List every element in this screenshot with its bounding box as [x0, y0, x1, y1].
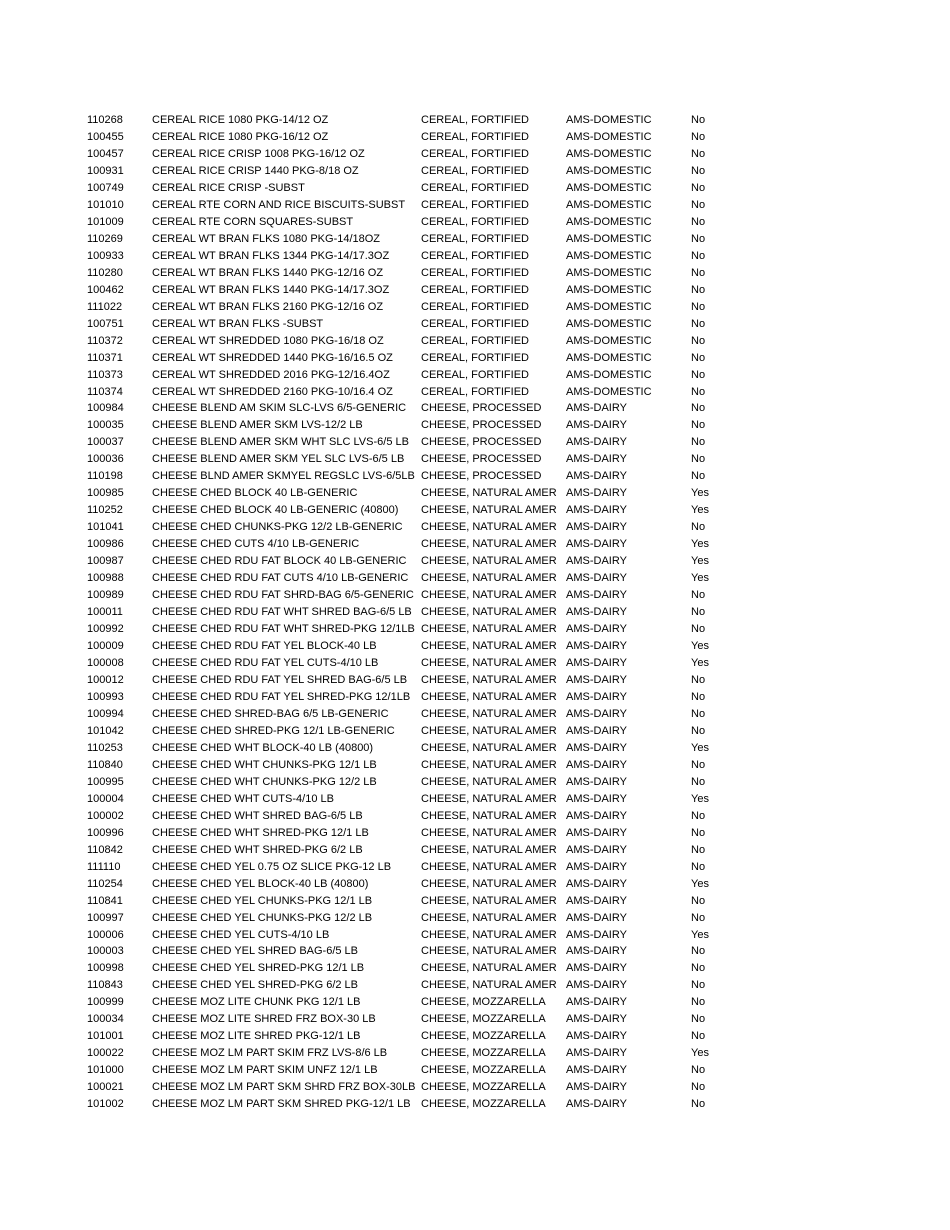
material-code: 100022: [87, 1047, 124, 1060]
availability-flag: No: [691, 249, 706, 262]
availability-flag: Yes: [691, 538, 709, 551]
availability-flag: No: [691, 894, 706, 907]
purchasing-agency: AMS-DOMESTIC: [566, 283, 652, 296]
purchasing-agency: AMS-DOMESTIC: [566, 147, 652, 160]
material-code: 100999: [87, 996, 124, 1009]
availability-flag: Yes: [691, 640, 709, 653]
commodity-category: CHEESE, NATURAL AMER: [421, 928, 557, 941]
availability-flag: No: [691, 843, 706, 856]
material-code: 100931: [87, 164, 124, 177]
commodity-category: CHEESE, NATURAL AMER: [421, 589, 557, 602]
availability-flag: No: [691, 198, 706, 211]
commodity-category: CHEESE, MOZZARELLA: [421, 996, 546, 1009]
purchasing-agency: AMS-DAIRY: [566, 809, 627, 822]
material-code: 100986: [87, 538, 124, 551]
material-description: CHEESE MOZ LITE SHRED FRZ BOX-30 LB: [152, 1013, 376, 1026]
commodity-category: CEREAL, FORTIFIED: [421, 334, 529, 347]
commodity-category: CHEESE, NATURAL AMER: [421, 741, 557, 754]
purchasing-agency: AMS-DAIRY: [566, 724, 627, 737]
material-description: CHEESE CHED CHUNKS-PKG 12/2 LB-GENERIC: [152, 521, 403, 534]
commodity-category: CHEESE, NATURAL AMER: [421, 640, 557, 653]
availability-flag: No: [691, 1064, 706, 1077]
material-description: CEREAL WT SHREDDED 2160 PKG-10/16.4 OZ: [152, 385, 393, 398]
purchasing-agency: AMS-DAIRY: [566, 826, 627, 839]
material-description: CEREAL RICE CRISP 1008 PKG-16/12 OZ: [152, 147, 365, 160]
material-code: 100998: [87, 962, 124, 975]
commodity-category: CHEESE, NATURAL AMER: [421, 758, 557, 771]
material-code: 100011: [87, 606, 123, 619]
availability-flag: No: [691, 758, 706, 771]
availability-flag: Yes: [691, 657, 709, 669]
material-code: 100995: [87, 775, 124, 788]
purchasing-agency: AMS-DOMESTIC: [566, 232, 652, 245]
purchasing-agency: AMS-DOMESTIC: [566, 351, 652, 364]
material-code: 100984: [87, 402, 124, 415]
purchasing-agency: AMS-DAIRY: [566, 673, 627, 686]
material-code: 100457: [87, 147, 124, 160]
commodity-category: CEREAL, FORTIFIED: [421, 164, 529, 177]
availability-flag: Yes: [691, 928, 709, 941]
material-code: 110374: [87, 385, 123, 398]
commodity-category: CHEESE, NATURAL AMER: [421, 945, 557, 958]
availability-flag: No: [691, 470, 706, 483]
purchasing-agency: AMS-DAIRY: [566, 996, 627, 1009]
material-description: CHEESE MOZ LITE SHRED PKG-12/1 LB: [152, 1030, 361, 1043]
commodity-category: CEREAL, FORTIFIED: [421, 181, 529, 194]
material-code: 100985: [87, 487, 124, 500]
commodity-category: CHEESE, MOZZARELLA: [421, 1047, 546, 1060]
commodity-category: CHEESE, PROCESSED: [421, 436, 542, 449]
purchasing-agency: AMS-DOMESTIC: [566, 130, 652, 143]
availability-flag: No: [691, 962, 706, 975]
purchasing-agency: AMS-DAIRY: [566, 690, 627, 703]
material-code: 111110: [87, 860, 121, 873]
purchasing-agency: AMS-DAIRY: [566, 775, 627, 788]
commodity-category: CEREAL, FORTIFIED: [421, 147, 529, 160]
purchasing-agency: AMS-DAIRY: [566, 962, 627, 975]
availability-flag: No: [691, 266, 706, 279]
availability-flag: No: [691, 996, 706, 1009]
material-code: 100462: [87, 283, 124, 296]
availability-flag: No: [691, 673, 706, 686]
material-code: 100021: [87, 1081, 124, 1094]
material-description: CHEESE BLEND AMER SKM YEL SLC LVS-6/5 LB: [152, 453, 405, 466]
availability-flag: No: [691, 826, 706, 839]
availability-flag: Yes: [691, 1047, 709, 1060]
commodity-category: CEREAL, FORTIFIED: [421, 215, 529, 228]
availability-flag: No: [691, 911, 706, 924]
purchasing-agency: AMS-DOMESTIC: [566, 385, 652, 398]
commodity-category: CHEESE, NATURAL AMER: [421, 572, 557, 585]
material-description: CEREAL WT BRAN FLKS 1440 PKG-12/16 OZ: [152, 266, 384, 279]
material-description: CEREAL WT BRAN FLKS 1080 PKG-14/18OZ: [152, 232, 381, 245]
availability-flag: No: [691, 1013, 706, 1026]
material-description: CHEESE CHED YEL CHUNKS-PKG 12/2 LB: [152, 911, 373, 924]
commodity-category: CHEESE, MOZZARELLA: [421, 1064, 546, 1077]
commodity-category: CEREAL, FORTIFIED: [421, 317, 529, 330]
material-description: CHEESE CHED RDU FAT YEL SHRED BAG-6/5 LB: [152, 673, 408, 686]
material-description: CHEESE CHED RDU FAT YEL CUTS-4/10 LB: [152, 657, 379, 669]
availability-flag: No: [691, 724, 706, 737]
material-description: CEREAL RTE CORN AND RICE BISCUITS-SUBST: [152, 198, 406, 211]
commodity-category: CHEESE, NATURAL AMER: [421, 657, 557, 669]
material-description: CHEESE CHED RDU FAT CUTS 4/10 LB-GENERIC: [152, 572, 409, 585]
availability-flag: No: [691, 1098, 706, 1111]
material-code: 110252: [87, 504, 123, 517]
availability-flag: No: [691, 164, 706, 177]
availability-flag: Yes: [691, 741, 709, 754]
availability-flag: No: [691, 215, 706, 228]
material-description: CHEESE CHED WHT CHUNKS-PKG 12/1 LB: [152, 758, 377, 771]
commodity-category: CHEESE, NATURAL AMER: [421, 521, 557, 534]
material-code: 111022: [87, 300, 123, 313]
material-description: CEREAL RICE CRISP -SUBST: [152, 181, 305, 194]
availability-flag: No: [691, 351, 706, 364]
material-description: CEREAL RICE 1080 PKG-16/12 OZ: [152, 130, 329, 143]
commodity-category: CHEESE, NATURAL AMER: [421, 690, 557, 703]
material-code: 101002: [87, 1098, 124, 1111]
purchasing-agency: AMS-DAIRY: [566, 945, 627, 958]
purchasing-agency: AMS-DAIRY: [566, 758, 627, 771]
purchasing-agency: AMS-DOMESTIC: [566, 368, 652, 381]
availability-flag: No: [691, 147, 706, 160]
material-code: 100012: [87, 673, 124, 686]
availability-flag: No: [691, 368, 706, 381]
commodity-category: CHEESE, MOZZARELLA: [421, 1013, 546, 1026]
availability-flag: No: [691, 300, 706, 313]
material-code: 100006: [87, 928, 124, 941]
purchasing-agency: AMS-DAIRY: [566, 606, 627, 619]
material-description: CHEESE CHED WHT SHRED BAG-6/5 LB: [152, 809, 363, 822]
material-code: 100989: [87, 589, 124, 602]
purchasing-agency: AMS-DAIRY: [566, 792, 627, 805]
purchasing-agency: AMS-DOMESTIC: [566, 317, 652, 330]
commodity-category: CEREAL, FORTIFIED: [421, 266, 529, 279]
purchasing-agency: AMS-DAIRY: [566, 504, 627, 517]
commodity-category: CEREAL, FORTIFIED: [421, 249, 529, 262]
material-code: 100009: [87, 640, 124, 653]
commodity-category: CEREAL, FORTIFIED: [421, 114, 529, 126]
purchasing-agency: AMS-DOMESTIC: [566, 164, 652, 177]
material-code: 110198: [87, 470, 123, 483]
material-description: CHEESE CHED BLOCK 40 LB-GENERIC: [152, 487, 358, 500]
material-description: CHEESE CHED SHRED-PKG 12/1 LB-GENERIC: [152, 724, 395, 737]
commodity-category: CHEESE, PROCESSED: [421, 453, 542, 466]
purchasing-agency: AMS-DAIRY: [566, 419, 627, 432]
commodity-category: CHEESE, NATURAL AMER: [421, 843, 557, 856]
material-description: CHEESE CHED YEL SHRED-PKG 6/2 LB: [152, 979, 359, 992]
material-description: CHEESE BLEND AMER SKM LVS-12/2 LB: [152, 419, 363, 432]
purchasing-agency: AMS-DAIRY: [566, 470, 627, 483]
purchasing-agency: AMS-DAIRY: [566, 657, 627, 669]
material-code: 110371: [87, 351, 123, 364]
material-description: CHEESE CHED BLOCK 40 LB-GENERIC (40800): [152, 504, 399, 517]
purchasing-agency: AMS-DAIRY: [566, 1081, 627, 1094]
material-description: CHEESE CHED WHT CUTS-4/10 LB: [152, 792, 334, 805]
material-description: CHEESE CHED YEL CUTS-4/10 LB: [152, 928, 330, 941]
material-code: 110842: [87, 843, 123, 856]
material-code: 100997: [87, 911, 124, 924]
material-code: 110843: [87, 979, 123, 992]
material-description: CEREAL RTE CORN SQUARES-SUBST: [152, 215, 354, 228]
commodity-category: CHEESE, MOZZARELLA: [421, 1081, 546, 1094]
material-code: 110841: [87, 894, 123, 907]
purchasing-agency: AMS-DAIRY: [566, 436, 627, 449]
material-code: 101009: [87, 215, 124, 228]
material-code: 100002: [87, 809, 124, 822]
availability-flag: No: [691, 521, 706, 534]
commodity-category: CHEESE, NATURAL AMER: [421, 504, 557, 517]
purchasing-agency: AMS-DOMESTIC: [566, 181, 652, 194]
purchasing-agency: AMS-DOMESTIC: [566, 300, 652, 313]
purchasing-agency: AMS-DOMESTIC: [566, 114, 652, 126]
purchasing-agency: AMS-DAIRY: [566, 572, 627, 585]
purchasing-agency: AMS-DAIRY: [566, 521, 627, 534]
purchasing-agency: AMS-DAIRY: [566, 894, 627, 907]
purchasing-agency: AMS-DAIRY: [566, 860, 627, 873]
commodity-category: CHEESE, NATURAL AMER: [421, 487, 557, 500]
availability-flag: Yes: [691, 572, 709, 585]
purchasing-agency: AMS-DAIRY: [566, 555, 627, 568]
material-description: CHEESE CHED YEL BLOCK-40 LB (40800): [152, 877, 369, 890]
material-code: 100933: [87, 249, 124, 262]
material-description: CHEESE CHED SHRED-BAG 6/5 LB-GENERIC: [152, 707, 389, 720]
availability-flag: Yes: [691, 504, 709, 517]
material-code: 110254: [87, 877, 123, 890]
availability-flag: No: [691, 945, 706, 958]
material-description: CHEESE CHED CUTS 4/10 LB-GENERIC: [152, 538, 360, 551]
purchasing-agency: AMS-DAIRY: [566, 453, 627, 466]
purchasing-agency: AMS-DAIRY: [566, 843, 627, 856]
purchasing-agency: AMS-DAIRY: [566, 707, 627, 720]
material-code: 100036: [87, 453, 124, 466]
commodity-category: CHEESE, PROCESSED: [421, 402, 542, 415]
commodity-category: CHEESE, NATURAL AMER: [421, 979, 557, 992]
material-code: 100455: [87, 130, 124, 143]
purchasing-agency: AMS-DAIRY: [566, 589, 627, 602]
material-description: CHEESE CHED RDU FAT YEL SHRED-PKG 12/1LB: [152, 690, 411, 703]
commodity-category: CHEESE, MOZZARELLA: [421, 1098, 546, 1111]
availability-flag: No: [691, 860, 706, 873]
commodity-category: CHEESE, NATURAL AMER: [421, 555, 557, 568]
material-description: CEREAL WT BRAN FLKS -SUBST: [152, 317, 324, 330]
material-description: CEREAL WT SHREDDED 1440 PKG-16/16.5 OZ: [152, 351, 393, 364]
commodity-category: CHEESE, NATURAL AMER: [421, 826, 557, 839]
purchasing-agency: AMS-DOMESTIC: [566, 334, 652, 347]
material-description: CHEESE CHED RDU FAT WHT SHRED-PKG 12/1LB: [152, 623, 415, 636]
commodity-category: CHEESE, NATURAL AMER: [421, 860, 557, 873]
availability-flag: No: [691, 114, 706, 126]
availability-flag: No: [691, 690, 706, 703]
purchasing-agency: AMS-DAIRY: [566, 640, 627, 653]
material-description: CHEESE CHED WHT BLOCK-40 LB (40800): [152, 741, 374, 754]
availability-flag: No: [691, 606, 706, 619]
material-code: 110372: [87, 334, 123, 347]
availability-flag: No: [691, 317, 706, 330]
material-description: CHEESE MOZ LM PART SKM SHRED PKG-12/1 LB: [152, 1098, 411, 1111]
material-description: CHEESE CHED WHT SHRED-PKG 12/1 LB: [152, 826, 369, 839]
material-code: 101001: [87, 1030, 124, 1043]
availability-flag: No: [691, 809, 706, 822]
material-code: 101000: [87, 1064, 124, 1077]
commodity-category: CEREAL, FORTIFIED: [421, 198, 529, 211]
material-description: CHEESE CHED RDU FAT WHT SHRED BAG-6/5 LB: [152, 606, 412, 619]
availability-flag: No: [691, 334, 706, 347]
commodity-category: CHEESE, NATURAL AMER: [421, 623, 557, 636]
availability-flag: No: [691, 419, 706, 432]
material-description: CHEESE BLEND AM SKIM SLC-LVS 6/5-GENERIC: [152, 402, 407, 415]
material-description: CEREAL WT BRAN FLKS 1440 PKG-14/17.3OZ: [152, 283, 390, 296]
availability-flag: No: [691, 1030, 706, 1043]
material-description: CHEESE BLEND AMER SKM WHT SLC LVS-6/5 LB: [152, 436, 409, 449]
material-description: CHEESE CHED WHT SHRED-PKG 6/2 LB: [152, 843, 363, 856]
availability-flag: No: [691, 979, 706, 992]
commodity-category: CEREAL, FORTIFIED: [421, 385, 529, 398]
material-code: 100003: [87, 945, 124, 958]
availability-flag: No: [691, 436, 706, 449]
commodity-category: CHEESE, PROCESSED: [421, 470, 542, 483]
material-description: CEREAL WT BRAN FLKS 1344 PKG-14/17.3OZ: [152, 249, 390, 262]
commodity-category: CEREAL, FORTIFIED: [421, 368, 529, 381]
material-code: 110268: [87, 114, 123, 126]
commodity-category: CHEESE, NATURAL AMER: [421, 792, 557, 805]
material-code: 101042: [87, 724, 124, 737]
material-description: CEREAL RICE CRISP 1440 PKG-8/18 OZ: [152, 164, 359, 177]
availability-flag: No: [691, 453, 706, 466]
availability-flag: No: [691, 589, 706, 602]
purchasing-agency: AMS-DAIRY: [566, 979, 627, 992]
material-description: CEREAL WT SHREDDED 1080 PKG-16/18 OZ: [152, 334, 384, 347]
material-code: 100988: [87, 572, 124, 585]
availability-flag: Yes: [691, 792, 709, 805]
material-description: CHEESE MOZ LM PART SKM SHRD FRZ BOX-30LB: [152, 1081, 416, 1094]
material-description: CHEESE CHED RDU FAT SHRD-BAG 6/5-GENERIC: [152, 589, 414, 602]
material-code: 100994: [87, 707, 124, 720]
purchasing-agency: AMS-DAIRY: [566, 1013, 627, 1026]
material-description: CEREAL WT BRAN FLKS 2160 PKG-12/16 OZ: [152, 300, 384, 313]
commodity-category: CHEESE, NATURAL AMER: [421, 724, 557, 737]
material-code: 100992: [87, 623, 124, 636]
material-code: 100996: [87, 826, 124, 839]
commodity-category: CEREAL, FORTIFIED: [421, 351, 529, 364]
material-code: 110373: [87, 368, 123, 381]
availability-flag: No: [691, 181, 706, 194]
material-code: 100037: [87, 436, 124, 449]
commodity-category: CHEESE, NATURAL AMER: [421, 809, 557, 822]
material-code: 110253: [87, 741, 123, 754]
availability-flag: No: [691, 385, 706, 398]
availability-flag: No: [691, 623, 706, 636]
commodity-category: CHEESE, NATURAL AMER: [421, 877, 557, 890]
purchasing-agency: AMS-DAIRY: [566, 877, 627, 890]
availability-flag: Yes: [691, 487, 709, 500]
material-code: 100751: [87, 317, 124, 330]
material-description: CEREAL RICE 1080 PKG-14/12 OZ: [152, 114, 329, 126]
material-code: 100008: [87, 657, 124, 669]
material-code: 101041: [87, 521, 124, 534]
purchasing-agency: AMS-DAIRY: [566, 928, 627, 941]
material-code: 100035: [87, 419, 124, 432]
commodity-category: CEREAL, FORTIFIED: [421, 300, 529, 313]
purchasing-agency: AMS-DAIRY: [566, 741, 627, 754]
commodity-category: CHEESE, NATURAL AMER: [421, 673, 557, 686]
material-description: CHEESE CHED WHT CHUNKS-PKG 12/2 LB: [152, 775, 377, 788]
purchasing-agency: AMS-DOMESTIC: [566, 266, 652, 279]
availability-flag: No: [691, 232, 706, 245]
material-description: CHEESE CHED YEL SHRED-PKG 12/1 LB: [152, 962, 365, 975]
commodity-category: CHEESE, NATURAL AMER: [421, 538, 557, 551]
availability-flag: No: [691, 283, 706, 296]
availability-flag: No: [691, 402, 706, 415]
commodity-category: CHEESE, NATURAL AMER: [421, 775, 557, 788]
purchasing-agency: AMS-DAIRY: [566, 1064, 627, 1077]
material-code: 100749: [87, 181, 124, 194]
purchasing-agency: AMS-DOMESTIC: [566, 215, 652, 228]
material-description: CHEESE MOZ LM PART SKIM UNFZ 12/1 LB: [152, 1064, 378, 1077]
purchasing-agency: AMS-DAIRY: [566, 402, 627, 415]
availability-flag: No: [691, 1081, 706, 1094]
purchasing-agency: AMS-DAIRY: [566, 1047, 627, 1060]
material-code: 100034: [87, 1013, 124, 1026]
material-description: CHEESE MOZ LM PART SKIM FRZ LVS-8/6 LB: [152, 1047, 388, 1060]
material-code: 100987: [87, 555, 124, 568]
material-description: CHEESE CHED RDU FAT YEL BLOCK-40 LB: [152, 640, 377, 653]
material-description: CHEESE MOZ LITE CHUNK PKG 12/1 LB: [152, 996, 361, 1009]
material-code: 110840: [87, 758, 123, 771]
commodity-category: CEREAL, FORTIFIED: [421, 130, 529, 143]
purchasing-agency: AMS-DAIRY: [566, 623, 627, 636]
material-description: CHEESE CHED YEL 0.75 OZ SLICE PKG-12 LB: [152, 860, 392, 873]
purchasing-agency: AMS-DAIRY: [566, 487, 627, 500]
commodity-category: CHEESE, NATURAL AMER: [421, 707, 557, 720]
purchasing-agency: AMS-DAIRY: [566, 538, 627, 551]
material-code: 110280: [87, 266, 123, 279]
availability-flag: No: [691, 707, 706, 720]
material-code: 100004: [87, 792, 124, 805]
commodity-category: CEREAL, FORTIFIED: [421, 232, 529, 245]
commodity-category: CHEESE, NATURAL AMER: [421, 606, 557, 619]
material-description: CHEESE BLND AMER SKMYEL REGSLC LVS-6/5LB: [152, 470, 415, 483]
material-code: 110269: [87, 232, 123, 245]
purchasing-agency: AMS-DAIRY: [566, 911, 627, 924]
purchasing-agency: AMS-DOMESTIC: [566, 249, 652, 262]
availability-flag: No: [691, 130, 706, 143]
commodity-category: CHEESE, NATURAL AMER: [421, 911, 557, 924]
commodity-category: CHEESE, NATURAL AMER: [421, 962, 557, 975]
commodity-category: CHEESE, NATURAL AMER: [421, 894, 557, 907]
material-code: 100993: [87, 690, 124, 703]
material-description: CHEESE CHED YEL SHRED BAG-6/5 LB: [152, 945, 359, 958]
material-description: CHEESE CHED YEL CHUNKS-PKG 12/1 LB: [152, 894, 373, 907]
commodity-category: CHEESE, PROCESSED: [421, 419, 542, 432]
purchasing-agency: AMS-DOMESTIC: [566, 198, 652, 211]
purchasing-agency: AMS-DAIRY: [566, 1030, 627, 1043]
availability-flag: No: [691, 775, 706, 788]
availability-flag: Yes: [691, 877, 709, 890]
commodity-category: CEREAL, FORTIFIED: [421, 283, 529, 296]
availability-flag: Yes: [691, 555, 709, 568]
commodity-category: CHEESE, MOZZARELLA: [421, 1030, 546, 1043]
purchasing-agency: AMS-DAIRY: [566, 1098, 627, 1111]
material-code: 101010: [87, 198, 124, 211]
material-description: CHEESE CHED RDU FAT BLOCK 40 LB-GENERIC: [152, 555, 407, 568]
material-description: CEREAL WT SHREDDED 2016 PKG-12/16.4OZ: [152, 368, 390, 381]
